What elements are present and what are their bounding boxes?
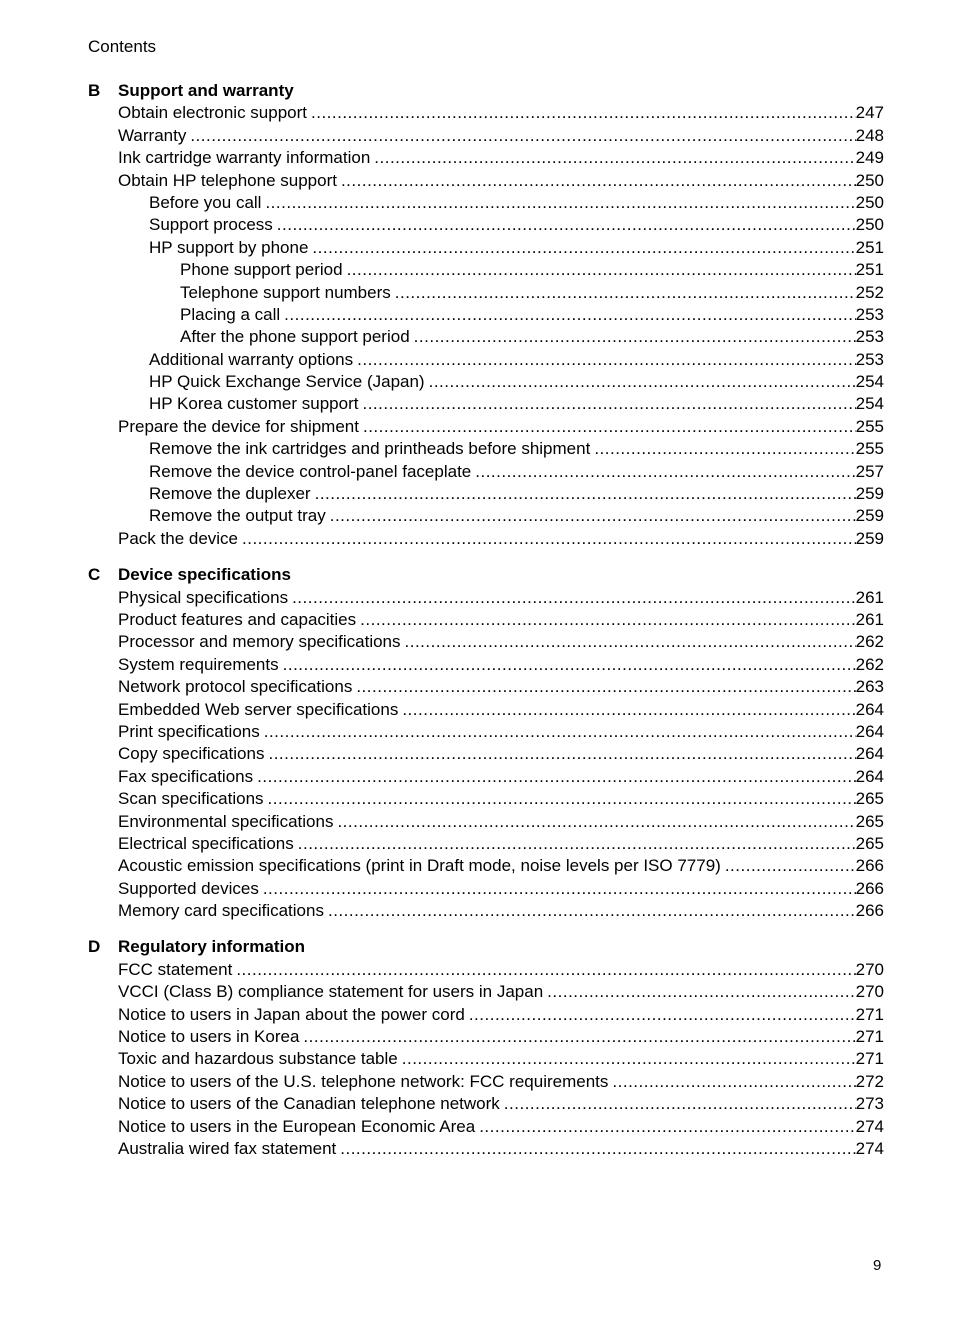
toc-entry[interactable]	[88, 855, 884, 877]
table-of-contents	[88, 80, 884, 1174]
toc-entry-page[interactable]: 251	[855, 237, 884, 257]
toc-entry-page[interactable]: 252	[855, 282, 884, 302]
toc-entry-title[interactable]: Support process	[149, 215, 273, 235]
toc-entry[interactable]	[88, 959, 884, 981]
toc-entry[interactable]	[88, 259, 884, 281]
toc-entry[interactable]	[88, 833, 884, 855]
page-number: 9	[873, 1257, 882, 1274]
dot-leader	[402, 699, 855, 721]
toc-entry-title[interactable]: Acoustic emission specifications (print in Draft mode, noise levels per ISO 7779)	[118, 856, 721, 876]
toc-entry[interactable]	[88, 788, 884, 810]
toc-section	[88, 936, 884, 1160]
toc-entry-page[interactable]: 264	[855, 721, 884, 741]
toc-entry[interactable]	[88, 438, 884, 460]
toc-entry-page[interactable]: 264	[855, 699, 884, 719]
toc-entry-page[interactable]: 265	[855, 789, 884, 809]
dot-leader	[725, 855, 856, 877]
toc-entry-page[interactable]: 273	[855, 1094, 884, 1114]
toc-entry-page[interactable]: 249	[855, 148, 884, 168]
toc-entry-title[interactable]: Fax specifications	[118, 766, 254, 786]
toc-entry-title[interactable]: Toxic and hazardous substance table	[118, 1049, 398, 1069]
toc-entry-title[interactable]: System requirements	[118, 654, 279, 674]
toc-entry[interactable]	[88, 1026, 884, 1048]
dot-leader	[429, 371, 856, 393]
dot-leader	[362, 393, 855, 415]
toc-entry-page[interactable]: 265	[855, 833, 884, 853]
toc-entry-title[interactable]: Australia wired fax statement	[118, 1138, 337, 1158]
dot-leader	[268, 743, 855, 765]
toc-entry[interactable]	[88, 587, 884, 609]
toc-entry-title[interactable]: Remove the ink cartridges and printheads before shipment	[149, 439, 591, 459]
toc-entry-page[interactable]: 271	[855, 1049, 884, 1069]
toc-entry-page[interactable]: 259	[855, 484, 884, 504]
section-title: Support and warranty	[118, 81, 294, 100]
dot-leader	[469, 1004, 856, 1026]
dot-leader	[311, 102, 856, 124]
section-title: Device specifications	[118, 565, 291, 585]
running-head: Contents	[88, 37, 157, 56]
toc-entry[interactable]	[88, 147, 884, 169]
toc-entry-page[interactable]: 247	[855, 103, 884, 123]
toc-entry[interactable]	[88, 1116, 884, 1138]
toc-entry-title[interactable]: Product features and capacities	[118, 609, 357, 629]
dot-leader	[284, 304, 855, 326]
toc-entry[interactable]	[88, 721, 884, 743]
toc-entry-title[interactable]: Copy specifications	[118, 744, 265, 764]
toc-entry[interactable]	[88, 102, 884, 124]
toc-entry[interactable]	[88, 125, 884, 147]
section-heading	[88, 564, 884, 586]
toc-entry-page[interactable]: 274	[855, 1116, 884, 1136]
dot-leader	[340, 1138, 855, 1160]
toc-entry-page[interactable]: 264	[855, 744, 884, 764]
toc-entry[interactable]	[88, 1004, 884, 1026]
toc-entry-page[interactable]: 262	[855, 654, 884, 674]
dot-leader	[265, 192, 855, 214]
dot-leader	[356, 676, 855, 698]
toc-entry[interactable]	[88, 676, 884, 698]
toc-entry-title[interactable]: Additional warranty options	[149, 349, 354, 369]
toc-entry[interactable]	[88, 528, 884, 550]
toc-entry-title[interactable]: HP Korea customer support	[149, 394, 359, 414]
section-title: Regulatory information	[118, 937, 306, 957]
toc-entry-page[interactable]: 274	[855, 1138, 884, 1158]
toc-entry[interactable]	[88, 1138, 884, 1160]
dot-leader	[414, 326, 856, 348]
dot-leader	[264, 721, 856, 743]
toc-entry-title[interactable]: Processor and memory specifications	[118, 632, 401, 652]
toc-entry-page[interactable]: 253	[855, 349, 884, 369]
section-letter: B	[88, 81, 101, 100]
toc-entry[interactable]	[88, 170, 884, 192]
toc-entry-title[interactable]: VCCI (Class B) compliance statement for users in Japan	[118, 982, 544, 1002]
dot-leader	[337, 811, 855, 833]
toc-entry-title[interactable]: Remove the output tray	[149, 506, 326, 526]
toc-entry-title[interactable]: Telephone support numbers	[180, 282, 391, 302]
toc-entry[interactable]	[88, 766, 884, 788]
toc-entry[interactable]	[88, 326, 884, 348]
toc-entry-title[interactable]: Prepare the device for shipment	[118, 416, 359, 436]
toc-entry-title[interactable]: Notice to users of the Canadian telephone network	[118, 1094, 500, 1114]
toc-entry-title[interactable]: Notice to users in the European Economic Area	[118, 1116, 476, 1136]
dot-leader	[341, 170, 856, 192]
toc-entry-page[interactable]: 250	[855, 170, 884, 190]
toc-entry[interactable]	[88, 811, 884, 833]
dot-leader	[190, 125, 855, 147]
dot-leader	[374, 147, 855, 169]
dot-leader	[283, 654, 856, 676]
dot-leader	[479, 1116, 855, 1138]
toc-entry-title[interactable]: HP Quick Exchange Service (Japan)	[149, 372, 425, 392]
toc-entry-title[interactable]: Ink cartridge warranty information	[118, 148, 371, 168]
dot-leader	[475, 461, 855, 483]
toc-entry-title[interactable]: Phone support period	[180, 260, 343, 280]
dot-leader	[395, 282, 856, 304]
toc-entry-title[interactable]: Before you call	[149, 192, 262, 212]
toc-entry[interactable]	[88, 654, 884, 676]
section-heading	[88, 936, 884, 958]
toc-entry[interactable]	[88, 981, 884, 1003]
toc-entry-page[interactable]: 251	[855, 260, 884, 280]
dot-leader	[298, 833, 856, 855]
toc-entry-page[interactable]: 257	[855, 461, 884, 481]
toc-entry-page[interactable]: 265	[855, 811, 884, 831]
toc-entry[interactable]	[88, 192, 884, 214]
toc-entry-page[interactable]: 262	[855, 632, 884, 652]
toc-entry[interactable]	[88, 878, 884, 900]
dot-leader	[257, 766, 856, 788]
dot-leader	[312, 237, 855, 259]
dot-leader	[292, 587, 856, 609]
toc-entry-title[interactable]: Notice to users in Japan about the power cord	[118, 1004, 465, 1024]
toc-entry-title[interactable]: Memory card specifications	[118, 901, 324, 921]
toc-section	[88, 564, 884, 922]
toc-entry-title[interactable]: After the phone support period	[180, 327, 410, 347]
section-heading	[88, 80, 884, 102]
toc-entry-title[interactable]: Notice to users in Korea	[118, 1027, 300, 1047]
dot-leader	[594, 438, 855, 460]
dot-leader	[236, 959, 855, 981]
toc-entry-page[interactable]: 253	[855, 304, 884, 324]
toc-entry-title[interactable]: Notice to users of the U.S. telephone network: FCC requirements	[118, 1071, 609, 1091]
dot-leader	[330, 505, 856, 527]
dot-leader	[547, 981, 855, 1003]
toc-entry-title[interactable]: Environmental specifications	[118, 811, 334, 831]
toc-entry[interactable]	[88, 609, 884, 631]
toc-entry-page[interactable]: 272	[855, 1071, 884, 1091]
toc-entry-page[interactable]: 263	[855, 677, 884, 697]
toc-entry-page[interactable]: 248	[855, 125, 884, 145]
toc-entry-title[interactable]: Warranty	[118, 125, 187, 145]
dot-leader	[277, 214, 856, 236]
toc-entry[interactable]	[88, 1048, 884, 1070]
toc-entry[interactable]	[88, 304, 884, 326]
dot-leader	[612, 1071, 855, 1093]
toc-entry[interactable]	[88, 393, 884, 415]
toc-entry-page[interactable]: 270	[855, 959, 884, 979]
dot-leader	[242, 528, 856, 550]
dot-leader	[363, 416, 856, 438]
dot-leader	[347, 259, 856, 281]
toc-entry[interactable]	[88, 461, 884, 483]
toc-entry[interactable]	[88, 416, 884, 438]
toc-entry[interactable]	[88, 349, 884, 371]
section-letter: D	[88, 937, 101, 957]
toc-entry-title[interactable]: Scan specifications	[118, 789, 264, 809]
toc-entry-page[interactable]: 271	[855, 1027, 884, 1047]
toc-entry-title[interactable]: Physical specifications	[118, 587, 289, 607]
dot-leader	[328, 900, 856, 922]
dot-leader	[360, 609, 855, 631]
dot-leader	[405, 631, 856, 653]
toc-entry-page[interactable]: 266	[855, 856, 884, 876]
toc-entry[interactable]	[88, 371, 884, 393]
toc-entry-title[interactable]: FCC statement	[118, 959, 233, 979]
toc-entry-page[interactable]: 261	[855, 609, 884, 629]
toc-entry-title[interactable]: Obtain HP telephone support	[118, 170, 337, 190]
toc-entry-page[interactable]: 250	[855, 215, 884, 235]
dot-leader	[263, 878, 856, 900]
toc-entry[interactable]	[88, 1093, 884, 1115]
toc-entry-title[interactable]: Remove the duplexer	[149, 484, 311, 504]
toc-entry[interactable]	[88, 1071, 884, 1093]
toc-entry-title[interactable]: Print specifications	[118, 721, 260, 741]
toc-entry-title[interactable]: Placing a call	[180, 304, 281, 324]
toc-entry-title[interactable]: Pack the device	[118, 528, 239, 548]
toc-entry[interactable]	[88, 282, 884, 304]
toc-entry-page[interactable]: 270	[855, 982, 884, 1002]
toc-entry-page[interactable]: 261	[855, 587, 884, 607]
toc-entry[interactable]	[88, 900, 884, 922]
toc-entry-page[interactable]: 253	[855, 327, 884, 347]
dot-leader	[357, 349, 856, 371]
toc-entry[interactable]	[88, 505, 884, 527]
dot-leader	[268, 788, 856, 810]
toc-entry[interactable]	[88, 214, 884, 236]
dot-leader	[504, 1093, 856, 1115]
toc-entry-page[interactable]: 266	[855, 901, 884, 921]
dot-leader	[315, 483, 856, 505]
toc-entry[interactable]	[88, 483, 884, 505]
toc-entry-page[interactable]: 266	[855, 878, 884, 898]
toc-entry-title[interactable]: Electrical specifications	[118, 833, 294, 853]
dot-leader	[303, 1026, 855, 1048]
toc-entry[interactable]	[88, 631, 884, 653]
dot-leader	[402, 1048, 856, 1070]
toc-entry-page[interactable]: 271	[855, 1004, 884, 1024]
toc-entry[interactable]	[88, 237, 884, 259]
toc-entry-title[interactable]: Obtain electronic support	[118, 103, 307, 123]
toc-entry-page[interactable]: 264	[855, 766, 884, 786]
toc-entry-page[interactable]: 255	[855, 439, 884, 459]
toc-entry-title[interactable]: Network protocol specifications	[118, 677, 353, 697]
toc-entry-title[interactable]: Remove the device control-panel faceplate	[149, 461, 472, 481]
toc-entry[interactable]	[88, 743, 884, 765]
toc-entry-title[interactable]: Embedded Web server specifications	[118, 699, 399, 719]
section-letter: C	[88, 565, 101, 585]
toc-section	[88, 80, 884, 550]
toc-entry[interactable]	[88, 699, 884, 721]
toc-entry-page[interactable]: 255	[855, 416, 884, 436]
toc-entry-page[interactable]: 250	[855, 192, 884, 212]
toc-entry-page[interactable]: 254	[855, 372, 884, 392]
toc-entry-title[interactable]: HP support by phone	[149, 237, 309, 257]
toc-entry-page[interactable]: 259	[855, 506, 884, 526]
toc-entry-page[interactable]: 259	[855, 528, 884, 548]
toc-entry-page[interactable]: 254	[855, 394, 884, 414]
toc-entry-title[interactable]: Supported devices	[118, 878, 259, 898]
